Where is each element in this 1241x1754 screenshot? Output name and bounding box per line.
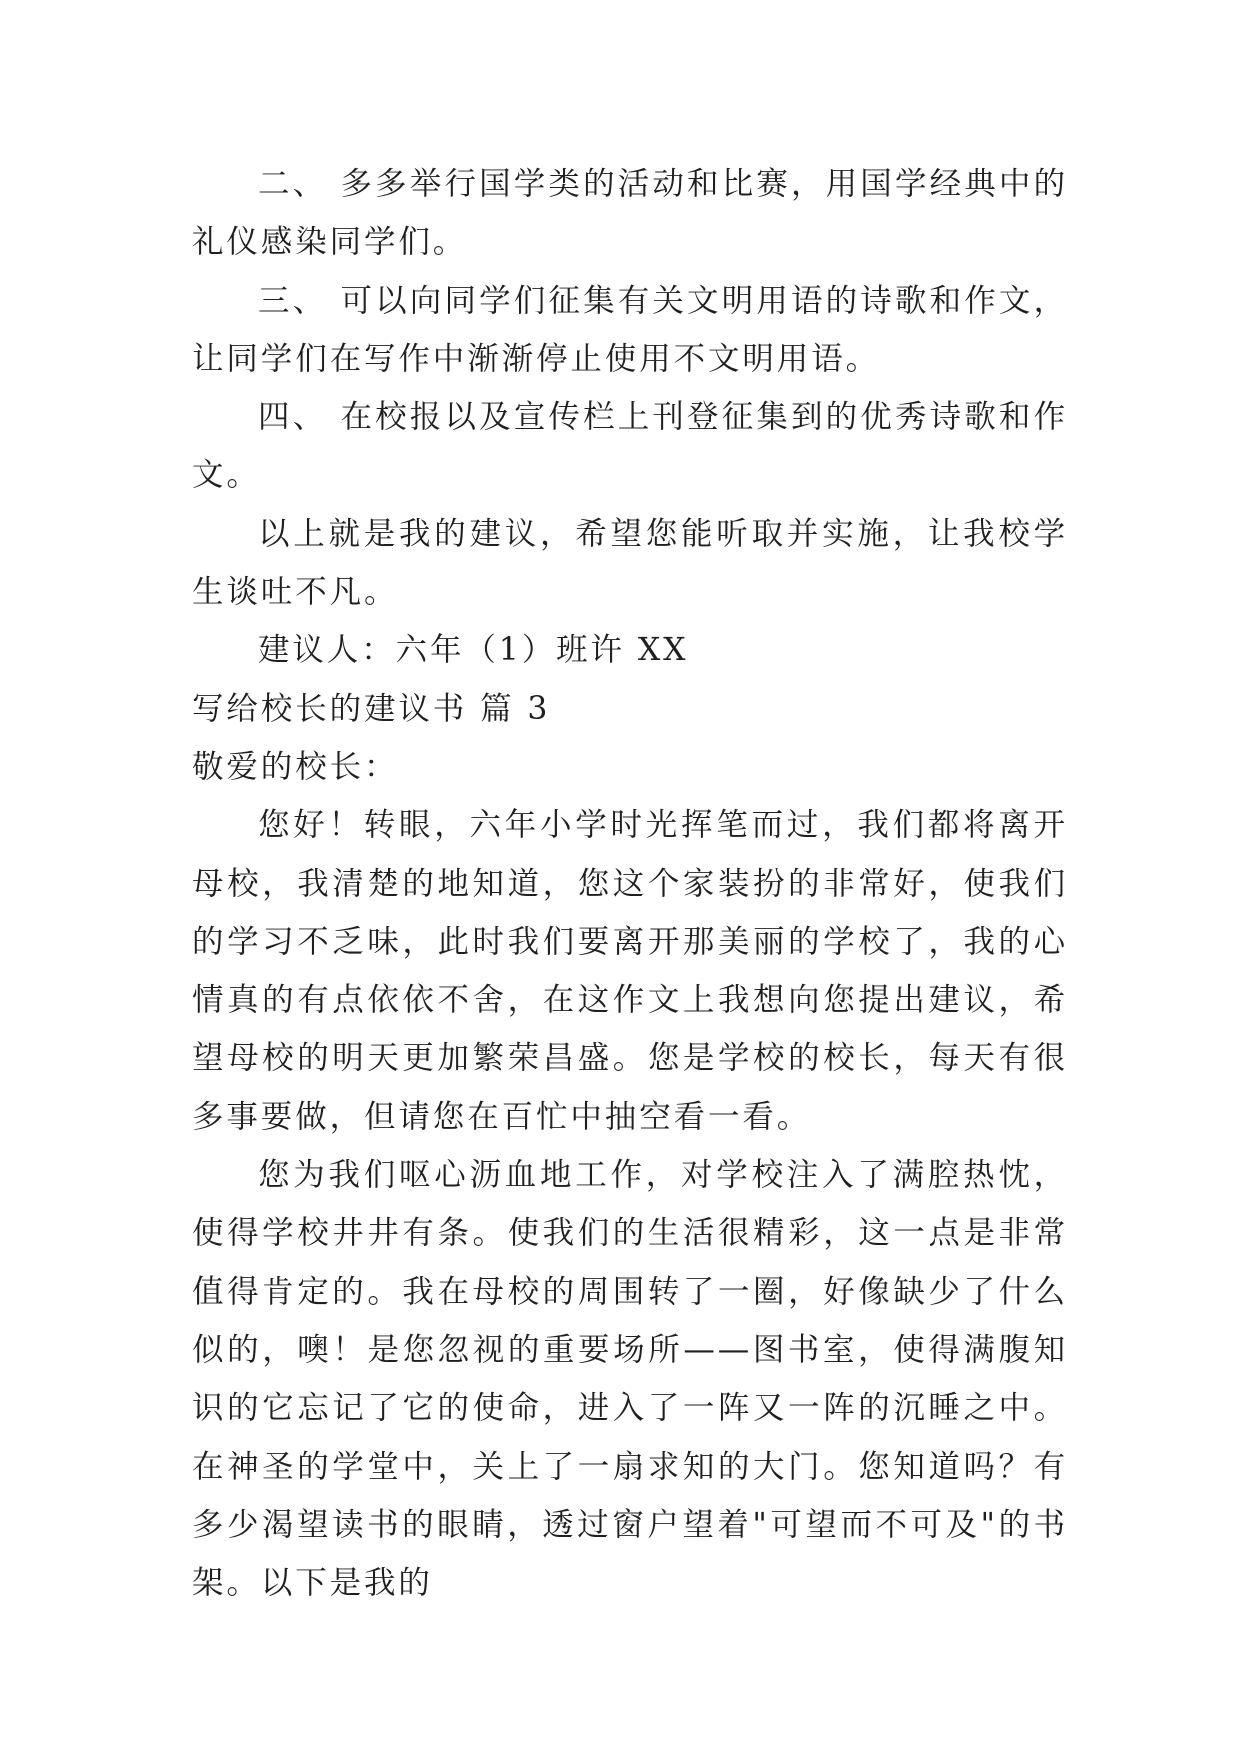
paragraph-closing: 以上就是我的建议，希望您能听取并实施，让我校学生谈吐不凡。 xyxy=(192,515,1068,611)
paragraph-suggestion-3: 三、 可以向同学们征集有关文明用语的诗歌和作文，让同学们在写作中渐渐停止使用不文明用语。 xyxy=(192,282,1068,377)
document-body xyxy=(192,155,1068,1612)
section-heading: 写给校长的建议书 篇 3 xyxy=(192,690,551,727)
salutation: 敬爱的校长： xyxy=(192,748,399,785)
paragraph-suggestion-4: 四、 在校报以及宣传栏上刊登征集到的优秀诗歌和作文。 xyxy=(192,399,1068,494)
paragraph-suggestion-2: 二、 多多举行国学类的活动和比赛，用国学经典中的礼仪感染同学们。 xyxy=(192,166,1068,261)
paragraph-library: 您为我们呕心沥血地工作，对学校注入了满腔热忱，使得学校井井有条。使我们的生活很精彩，这一点是非常值得肯定的。我在母校的周围转了一圈，好像缺少了什么似的，噢！是您忽视的重要场所——图书室，使得满腹知识的它忘记了它的使命，进入了一阵又一阵的沉睡之中。在神圣的学堂中，关上了一扇求知的大门。您知道吗？有多少渴望读书的眼睛，透过窗户望着"可望而不可及"的书架。以下是我的 xyxy=(192,1157,1068,1602)
paragraph-greeting: 您好！转眼，六年小学时光挥笔而过，我们都将离开母校，我清楚的地知道，您这个家装扮的非常好，使我们的学习不乏味，此时我们要离开那美丽的学校了，我的心情真的有点依依不舍，在这作文上我想向您提出建议，希望母校的明天更加繁荣昌盛。您是学校的校长，每天有很多事要做，但请您在百忙中抽空看一看。 xyxy=(192,807,1068,1135)
signature-line: 建议人：六年（1）班许 XX xyxy=(258,632,689,669)
